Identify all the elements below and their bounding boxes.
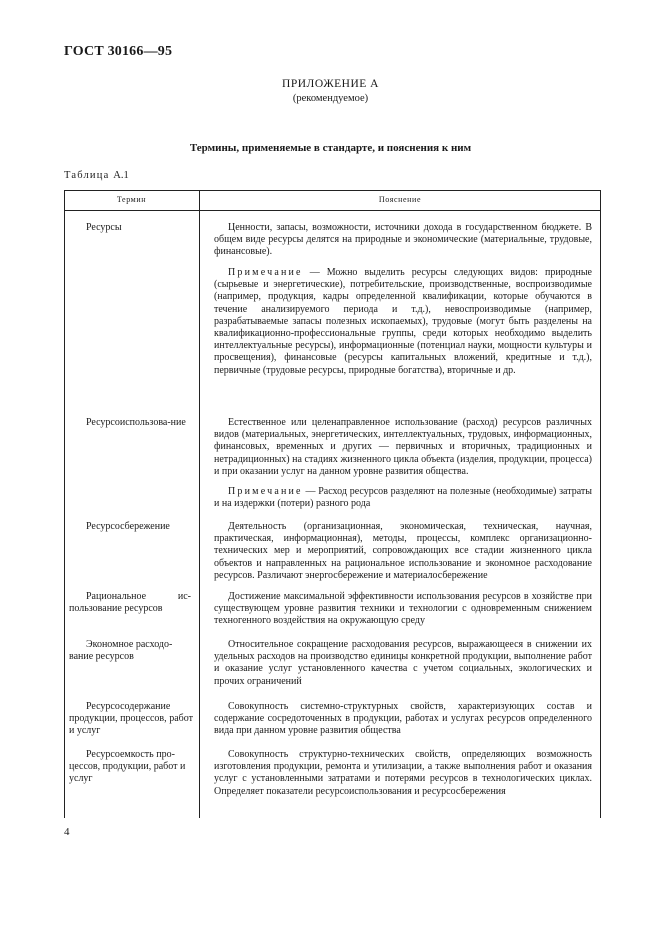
table-caption-word: Таблица (64, 170, 110, 181)
explanation-resource-content: Совокупность системно-структурных свойств, характеризующих состав и содержание сосредоточенных в продукции, работах и услугах ресурсов определенного вида при данном уровне развития общества (214, 701, 592, 737)
explanation-resources: Ценности, запасы, возможности, источники дохода в государственном бюджете. В общем виде ресурсы делятся на природные и экономические (материальные, трудовые, финансовые). (214, 222, 592, 258)
table-top-border (64, 190, 601, 191)
explanation-resource-saving: Деятельность (организационная, экономическая, техническая, научная, практическая, информационная), методы, процессы, комплекс организационно-технических мер и мероприятий, сопровождающих все стадии жизненного цикла объектов и направленных на рациональное использование и экономное расходование ресурсов. Различают энергосбережение и материалосбережение (214, 521, 592, 581)
note-text-resource-use: — Расход ресурсов разделяют на полезные (необходимые) затраты и на издержки (потери) разного рода (214, 486, 592, 510)
explanation-resource-intensity: Совокупность структурно-технических свойств, определяющих возможность изготовления продукции, ремонта и утилизации, а также выполнения работ и оказания услуг с установленными затратами и потерями ресурсов в технологических циклах. Определяет показатели ресурсоиспользования и ресурсосбережения (214, 749, 592, 797)
column-header-explanation: Пояснение (378, 195, 422, 204)
term-economical-spending: Экономное расходо-вание ресурсов (69, 639, 173, 663)
table-left-border (64, 190, 65, 818)
appendix-title: ПРИЛОЖЕНИЕ А (282, 78, 379, 90)
table-caption-number: А.1 (113, 170, 129, 181)
column-header-term: Термин (116, 195, 147, 204)
note-resources (214, 267, 592, 377)
table-caption (64, 170, 129, 181)
term-resource-content: Ресурсосодержание продукции, процессов, работ и услуг (69, 701, 193, 737)
term-resource-intensity: Ресурсоемкость про-цессов, продукции, работ и услуг (69, 749, 186, 785)
explanation-rational-use: Достижение максимальной эффективности использования ресурсов в хозяйстве при существующем уровне развития техники и технологии с одновременным снижением техногенного воздействия на окружающую среду (214, 591, 592, 627)
table-right-border (600, 190, 601, 818)
table-column-divider (199, 190, 200, 818)
note-label: Примечание (228, 267, 303, 278)
note-text-resources: — Можно выделить ресурсы следующих видов: природные (сырьевые и энергетические), потребительские, производственные, воспроизводимые (например, продукция, кадры определенной квалификации, которые обучаются в течение анализируемого периода и т.д.), невоспроизводимые (например, разрабатываемые запасы полезных ископаемых), трудовые (могут быть разделены на квалификационно-профессиональные группы, среди которых необходимо выделить интеллектуальные ресурсы), информационные (потенциал науки, мощности культуры и просвещения), финансовые (ресурсы капитальных вложений, кредитные и т.д.), первичные (трудовые ресурсы, природные богатства), вторичные и др. (214, 267, 592, 376)
page-number: 4 (64, 826, 70, 838)
term-resources: Ресурсы (86, 222, 122, 233)
standard-number: ГОСТ 30166—95 (64, 44, 173, 59)
note-resource-use (214, 486, 592, 510)
appendix-subtitle: (рекомендуемое) (292, 93, 369, 104)
explanation-resource-use: Естественное или целенаправленное использование (расход) ресурсов различных видов (материальных, энергетических, интеллектуальных, трудовых, информационных, финансовых, временных и других — первичных и вторичных, традиционных и нетрадиционных) на стадиях жизненного цикла объекта (изделия, продукции, процесса) и при оказании услуг на данном уровне развития общества. (214, 417, 592, 477)
term-resource-use: Ресурсоиспользова-ние (86, 417, 186, 428)
term-rational-use: Рациональное ис-пользование ресурсов (69, 591, 191, 615)
document-title: Термины, применяемые в стандарте, и пояснения к ним (189, 142, 472, 154)
terms-table (64, 190, 601, 818)
table-header-divider (64, 210, 601, 211)
explanation-economical-spending: Относительное сокращение расходования ресурсов, выражающееся в снижении их удельных расходов на производство единицы конкретной продукции, выполнение работ и оказание услуг установленного качества с учетом социальных, экологических и прочих ограничений (214, 639, 592, 687)
term-resource-saving: Ресурсосбережение (86, 521, 170, 532)
note-label: Примечание (228, 486, 303, 497)
